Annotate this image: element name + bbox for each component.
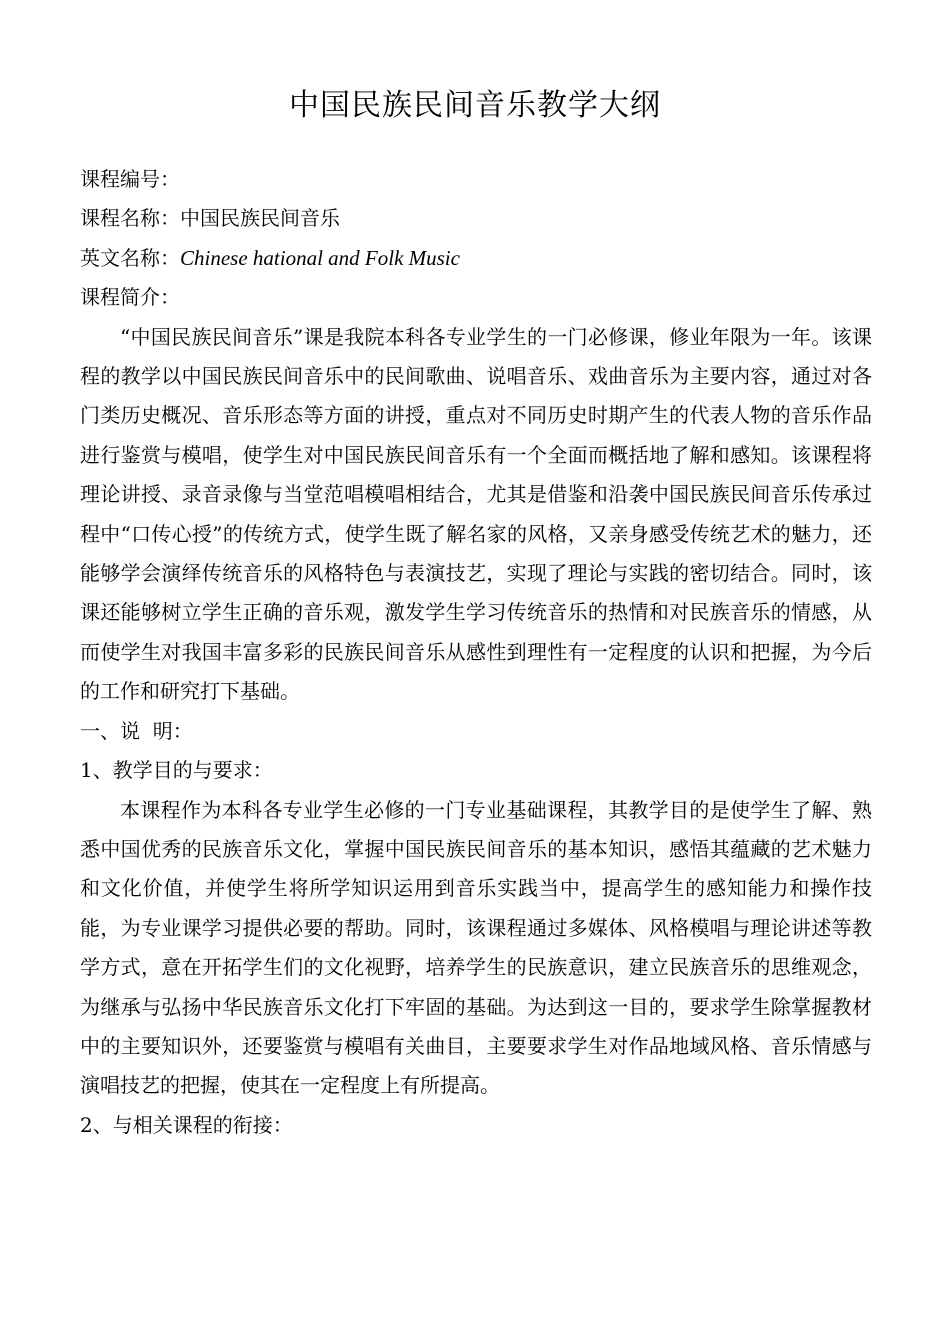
section-heading-description: 一、说 明：: [80, 718, 193, 743]
subsection-heading-goals: 1、教学目的与要求：: [80, 758, 273, 783]
document-body: [80, 160, 872, 1145]
document-title: 中国民族民间音乐教学大纲: [289, 88, 661, 123]
course-number-label: 课程编号：: [80, 167, 180, 191]
course-name-value: 中国民族民间音乐: [180, 206, 340, 231]
english-name-label: 英文名称：: [80, 245, 180, 270]
course-name-line: [80, 199, 872, 238]
goals-paragraph: 本课程作为本科各专业学生必修的一门专业基础课程，其教学目的是使学生了解、熟悉中国优秀的民族音乐文化，掌握中国民族民间音乐的基本知识，感悟其蕴藏的艺术魅力和文化价值，并使学生将所学知识运用到音乐实践当中，提高学生的感知能力和操作技能，为专业课学习提供必要的帮助。同时，该课程通过多媒体、风格模唱与理论讲述等教学方式，意在开拓学生们的文化视野，培养学生的民族意识，建立民族音乐的思维观念，为继承与弘扬中华民族音乐文化打下牢固的基础。为达到这一目的，要求学生除掌握教材中的主要知识外，还要鉴赏与模唱有关曲目，主要要求学生对作品地域风格、音乐情感与演唱技艺的把握，使其在一定程度上有所提高。: [80, 797, 872, 1098]
course-name-label: 课程名称：: [80, 206, 180, 231]
course-intro-label: 课程简介：: [80, 285, 180, 310]
course-number-line: [80, 160, 872, 199]
course-intro-paragraph: “中国民族民间音乐”课是我院本科各专业学生的一门必修课，修业年限为一年。该课程的教学以中国民族民间音乐中的民间歌曲、说唱音乐、戏曲音乐为主要内容，通过对各门类历史概况、音乐形态等方面的讲授，重点对不同历史时期产生的代表人物的音乐作品进行鉴赏与模唱，使学生对中国民族民间音乐有一个全面而概括地了解和感知。该课程将理论讲授、录音录像与当堂范唱模唱相结合，尤其是借鉴和沿袭中国民族民间音乐传承过程中“口传心授”的传统方式，使学生既了解名家的风格，又亲身感受传统艺术的魅力，还能够学会演绎传统音乐的风格特色与表演技艺，实现了理论与实践的密切结合。同时，该课还能够树立学生正确的音乐观，激发学生学习传统音乐的热情和对民族音乐的情感，从而使学生对我国丰富多彩的民族民间音乐从感性到理性有一定程度的认识和把握，为今后的工作和研究打下基础。: [80, 324, 872, 704]
english-name-value: Chinese hational and Folk Music: [180, 245, 460, 270]
english-name-line: [80, 239, 872, 278]
subsection-heading-related-courses: 2、与相关课程的衔接：: [80, 1112, 293, 1137]
